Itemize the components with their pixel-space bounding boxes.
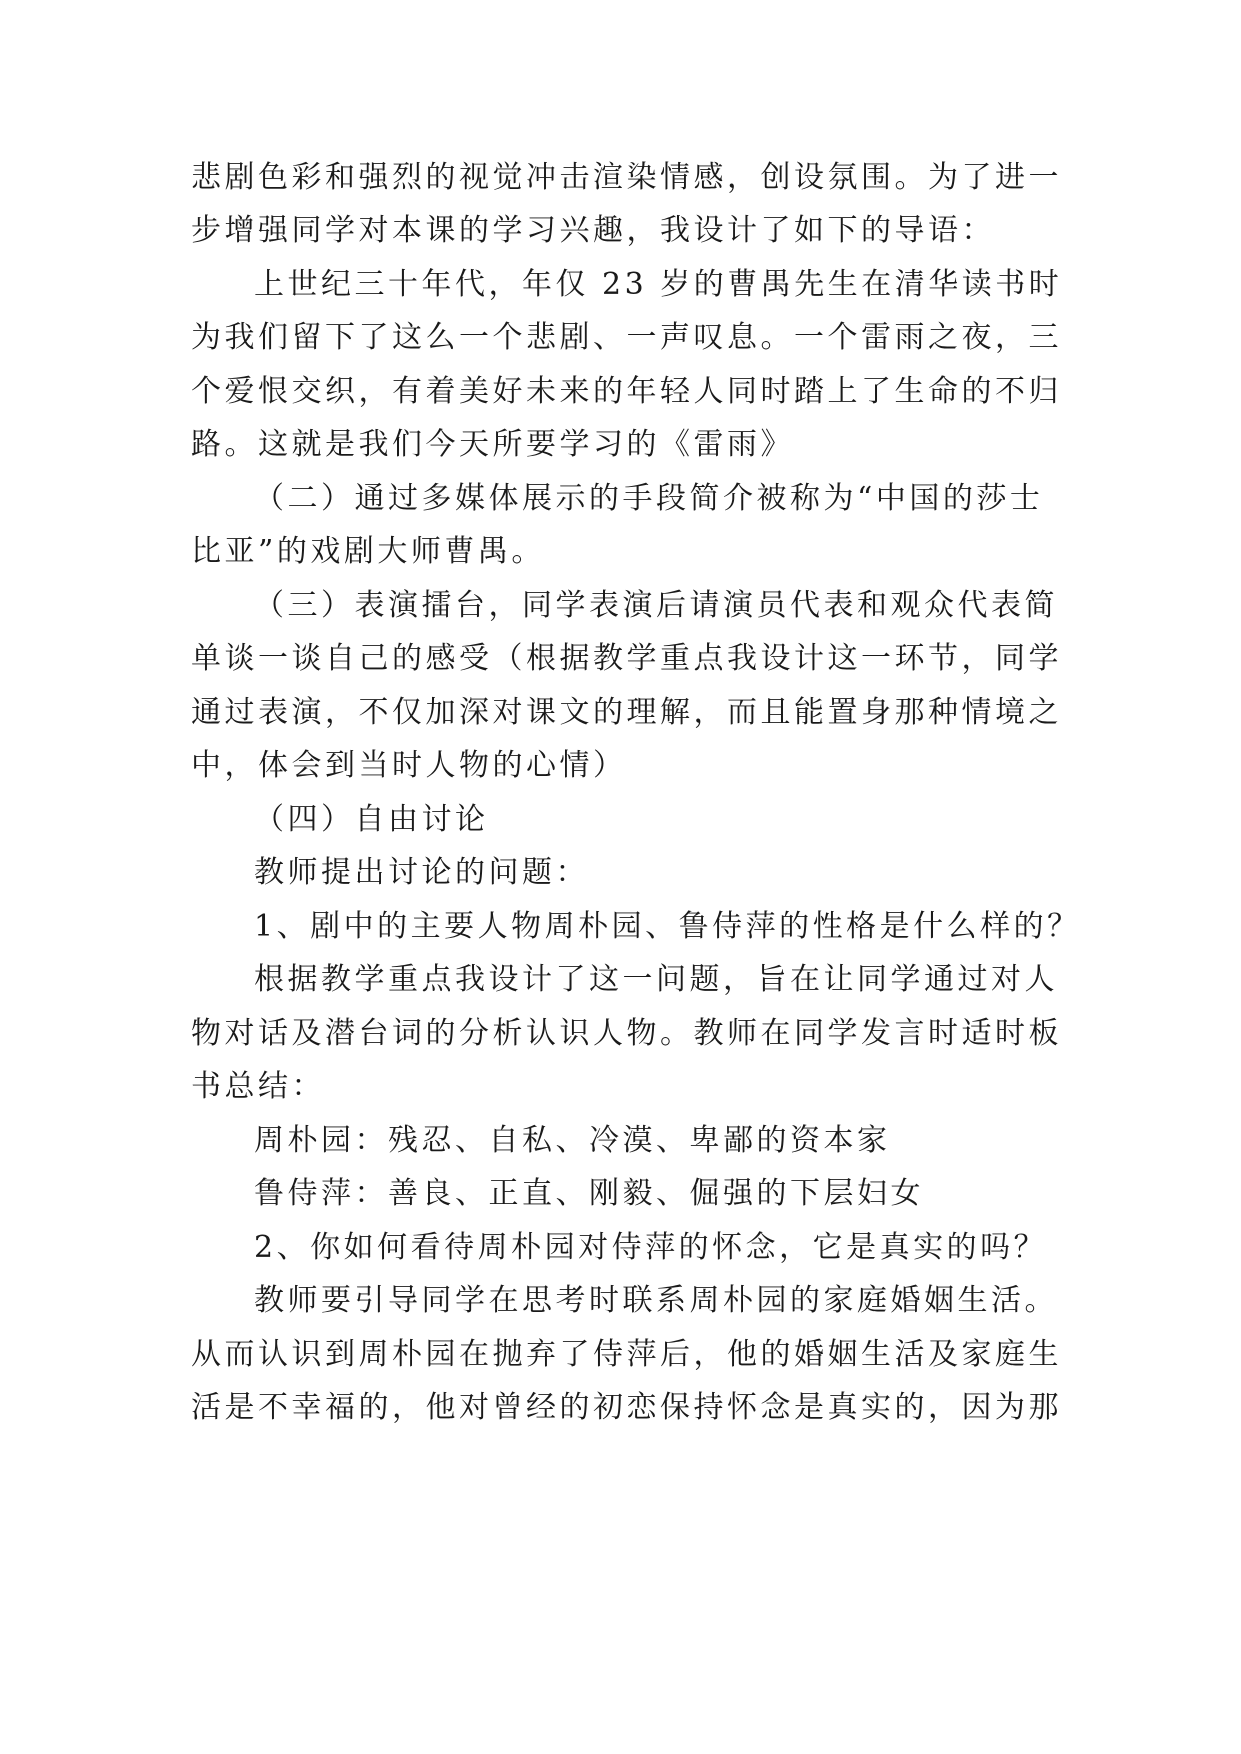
paragraph-line: 步增强同学对本课的学习兴趣，我设计了如下的导语： xyxy=(191,213,995,248)
paragraph-line: 从而认识到周朴园在抛弃了侍萍后，他的婚姻生活及家庭生 xyxy=(191,1337,1062,1372)
paragraph-line: 教师提出讨论的问题： xyxy=(254,855,589,890)
paragraph-line: （二）通过多媒体展示的手段简介被称为“中国的莎士 xyxy=(254,481,1044,516)
question-line: 1、剧中的主要人物周朴园、鲁侍萍的性格是什么样的？ xyxy=(254,909,1081,944)
paragraph-line: 路。这就是我们今天所要学习的《雷雨》 xyxy=(191,427,794,462)
paragraph-line: 比亚”的戏剧大师曹禺。 xyxy=(191,534,545,569)
paragraph-line: 根据教学重点我设计了这一问题，旨在让同学通过对人 xyxy=(254,962,1058,997)
summary-line: 鲁侍萍：善良、正直、刚毅、倔强的下层妇女 xyxy=(254,1176,924,1211)
paragraph-line: 通过表演，不仅加深对课文的理解，而且能置身那种情境之 xyxy=(191,695,1062,730)
paragraph-line: 悲剧色彩和强烈的视觉冲击渲染情感，创设氛围。为了进一 xyxy=(191,160,1062,195)
paragraph-line: 中，体会到当时人物的心情） xyxy=(191,748,627,783)
section-heading: （四）自由讨论 xyxy=(254,802,489,837)
paragraph-line: 为我们留下了这么一个悲剧、一声叹息。一个雷雨之夜，三 xyxy=(191,320,1062,355)
paragraph-line: （三）表演擂台，同学表演后请演员代表和观众代表简 xyxy=(254,588,1058,623)
paragraph-line: 个爱恨交织，有着美好未来的年轻人同时踏上了生命的不归 xyxy=(191,374,1062,409)
paragraph-line: 活是不幸福的，他对曾经的初恋保持怀念是真实的，因为那 xyxy=(191,1390,1062,1425)
paragraph-line: 单谈一谈自己的感受（根据教学重点我设计这一环节，同学 xyxy=(191,641,1062,676)
paragraph-line: 物对话及潜台词的分析认识人物。教师在同学发言时适时板 xyxy=(191,1016,1062,1051)
summary-line: 周朴园：残忍、自私、冷漠、卑鄙的资本家 xyxy=(254,1123,891,1158)
paragraph-line: 教师要引导同学在思考时联系周朴园的家庭婚姻生活。 xyxy=(254,1283,1058,1318)
paragraph-line: 上世纪三十年代，年仅 23 岁的曹禺先生在清华读书时 xyxy=(254,267,1063,302)
paragraph-line: 书总结： xyxy=(191,1069,325,1104)
question-line: 2、你如何看待周朴园对侍萍的怀念，它是真实的吗？ xyxy=(254,1230,1048,1265)
